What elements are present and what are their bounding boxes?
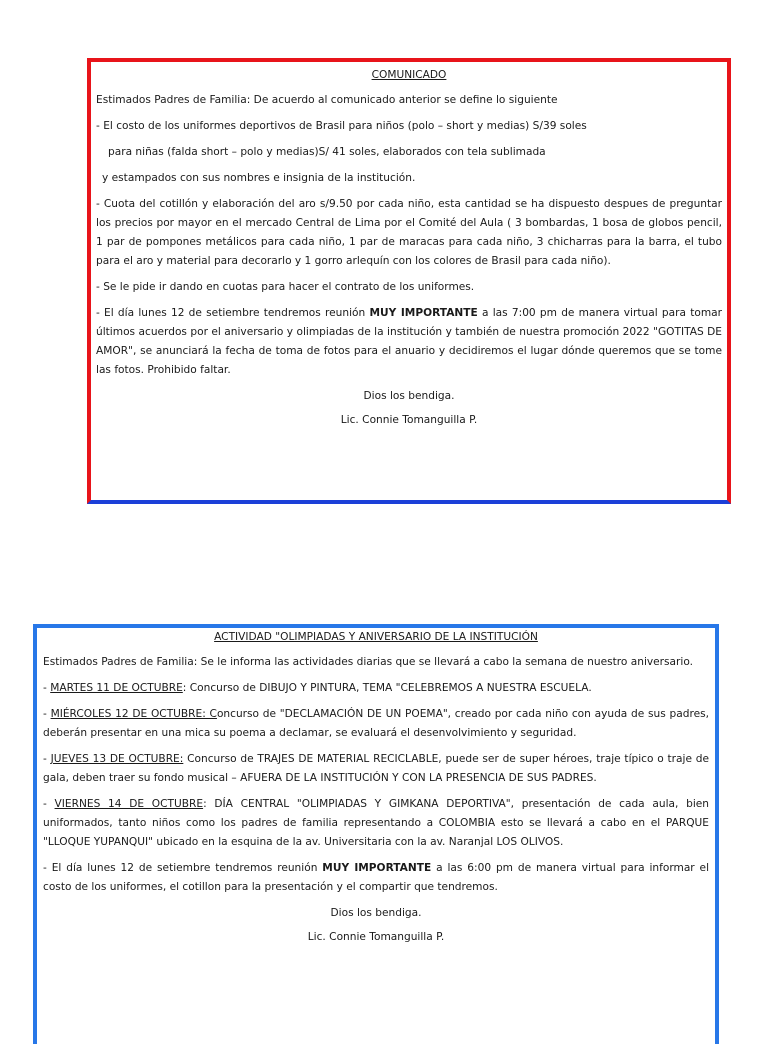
activity-day: MIÉRCOLES 12 DE OCTUBRE: C bbox=[50, 708, 217, 720]
activity-day: MARTES 11 DE OCTUBRE bbox=[50, 682, 183, 694]
actividad-title: ACTIVIDAD "OLIMPIADAS Y ANIVERSARIO DE LA INSTITUCIÓN bbox=[214, 631, 538, 643]
cuotas-paragraph: - Se le pide ir dando en cuotas para hacer el contrato de los uniformes. bbox=[96, 281, 475, 293]
activity-prefix: - bbox=[43, 708, 51, 720]
uniform-cost-line-3: y estampados con sus nombres e insignia de la institución. bbox=[102, 172, 416, 184]
activity-prefix: - bbox=[43, 753, 51, 765]
reunion-text-start: - El día lunes 12 de setiembre tendremos reunión bbox=[43, 862, 323, 874]
blessing-text: Dios los bendiga. bbox=[363, 390, 455, 402]
comunicado-title: COMUNICADO bbox=[371, 69, 447, 81]
activity-day: VIERNES 14 DE OCTUBRE bbox=[54, 798, 204, 810]
uniform-cost-line-2: para niñas (falda short – polo y medias)S/ 41 soles, elaborados con tela sublimada bbox=[108, 146, 546, 158]
reunion-text-start: - El día lunes 12 de setiembre tendremos reunión bbox=[96, 307, 370, 319]
signature-text: Lic. Connie Tomanguilla P. bbox=[340, 414, 478, 426]
activity-day: JUEVES 13 DE OCTUBRE: bbox=[50, 753, 184, 765]
reunion-paragraph bbox=[96, 304, 722, 380]
reunion-text-end: a las 6:00 pm de manera virtual para informar el costo de los uniformes, el cotillon para la presentación y el compartir que tendremos. bbox=[43, 862, 710, 893]
actividad-intro: Estimados Padres de Familia: Se le informa las actividades diarias que se llevará a cabo la semana de nuestro aniversario. bbox=[43, 656, 693, 668]
activity-text: : DÍA CENTRAL "OLIMPIADAS Y GIMKANA DEPORTIVA", presentación de cada aula, bien uniformados, tanto niños como los padres de familia representando a COLOMBIA esto se llevará a cabo en el PARQUE "LLOQUE YUPANQUI" ubicado en la esquina de la av. Universitaria con la av. Naranjal LOS OLIVOS. bbox=[43, 798, 710, 848]
activity-text: Concurso de TRAJES DE MATERIAL RECICLABLE, puede ser de super héroes, traje típico o traje de gala, deben traer su fondo musical – AFUERA DE LA INSTITUCIÓN Y CON LA PRESENCIA DE SUS PADRES. bbox=[43, 753, 709, 784]
activity-text: : Concurso de DIBUJO Y PINTURA, TEMA "CELEBREMOS A NUESTRA ESCUELA. bbox=[182, 682, 592, 694]
uniform-cost-line-1: - El costo de los uniformes deportivos de Brasil para niños (polo – short y medias) S/39 soles bbox=[96, 120, 587, 132]
activity-text: oncurso de "DECLAMACIÓN DE UN POEMA", creado por cada niño con ayuda de sus padres, deberán presentar en una mica su poema a declamar, se evaluará el desenvolvimiento y seguridad. bbox=[43, 708, 709, 739]
activity-prefix: - bbox=[43, 682, 51, 694]
activity-item bbox=[43, 705, 709, 743]
comunicado-intro: Estimados Padres de Familia: De acuerdo al comunicado anterior se define lo siguiente bbox=[96, 94, 558, 106]
reunion-emphasis: MUY IMPORTANTE bbox=[369, 307, 478, 319]
comunicado-notice bbox=[87, 58, 731, 504]
activity-item bbox=[43, 750, 709, 788]
signature-text: Lic. Connie Tomanguilla P. bbox=[307, 931, 445, 943]
reunion-text-end: a las 7:00 pm de manera virtual para tomar últimos acuerdos por el aniversario y olimpiadas de la institución y también de nuestra promoción 2022 "GOTITAS DE AMOR", se anunciará la fecha de toma de fotos para el anuario y decidiremos el lugar dónde queremos que se tome las fotos. Prohibido faltar. bbox=[96, 307, 722, 376]
reunion-paragraph bbox=[43, 859, 709, 897]
cotillon-paragraph: - Cuota del cotillón y elaboración del aro s/9.50 por cada niño, esta cantidad se ha dispuesto despues de preguntar los precios por mayor en el mercado Central de Lima por el Comité del Aula ( 3 bombardas, 1 bosa de globos pencil, 1 par de pompones metálicos para cada niño, 1 par de maracas para cada niño, 3 chicharras para la barra, el tubo para el aro y material para decorarlo y 1 gorro arlequín con los colores de Brasil para cada niño). bbox=[96, 198, 722, 267]
blessing-text: Dios los bendiga. bbox=[330, 907, 422, 919]
actividad-notice bbox=[33, 624, 719, 1044]
activity-item bbox=[43, 795, 709, 852]
reunion-emphasis: MUY IMPORTANTE bbox=[322, 862, 432, 874]
activity-item bbox=[43, 679, 709, 698]
activity-prefix: - bbox=[43, 798, 55, 810]
